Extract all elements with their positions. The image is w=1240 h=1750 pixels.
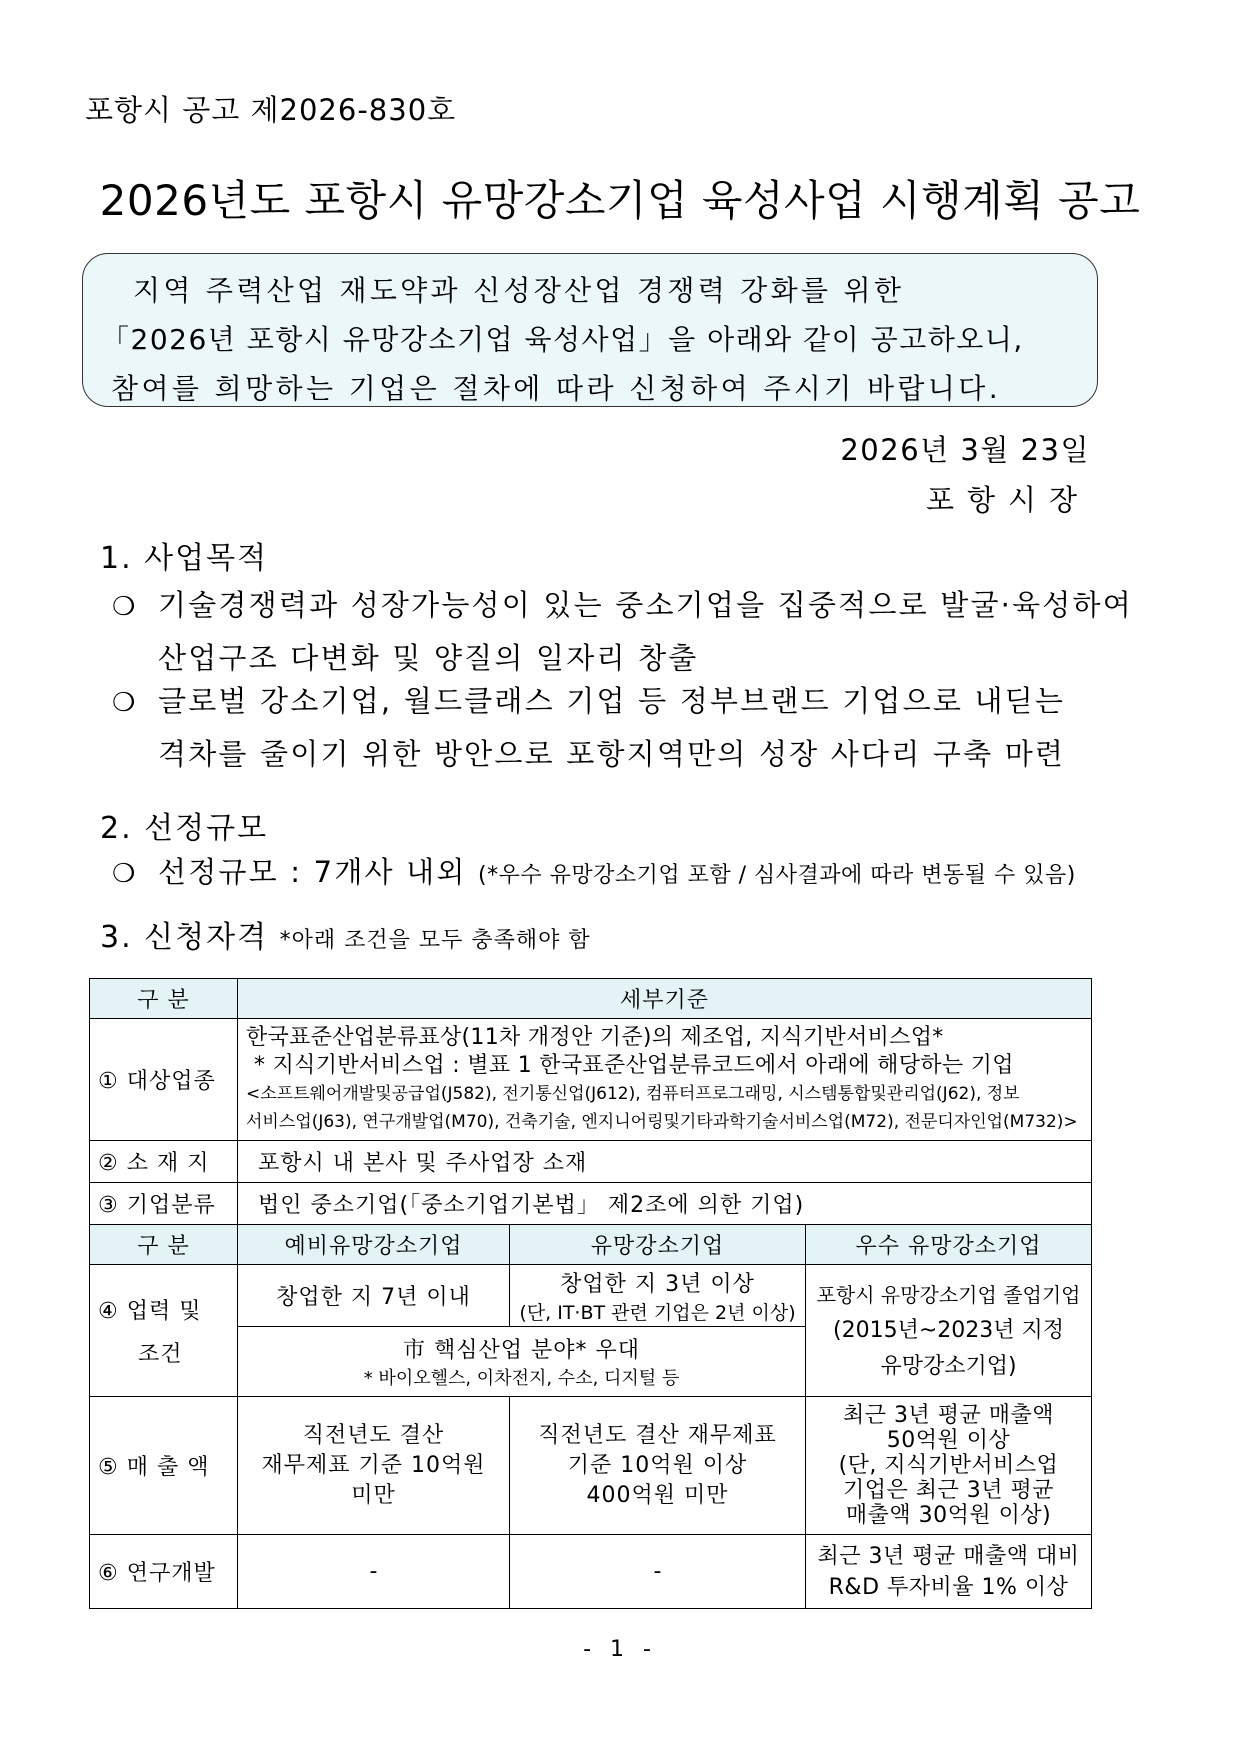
row-label-line: ④ 업력 및 <box>98 1298 202 1324</box>
row6-col3 <box>806 1535 1092 1609</box>
intro-line-1: 지역 주력산업 재도약과 신성장산업 경쟁력 강화를 위한 <box>133 274 905 307</box>
bullet-mark: ❍ <box>112 688 138 718</box>
detail-line: * 지식기반서비스업 : 별표 1 한국표준산업분류코드에서 아래에 해당하는 기업 <box>254 1052 1014 1078</box>
table-row <box>90 1535 1092 1609</box>
header-division: 구 분 <box>90 979 238 1019</box>
subheader-division: 구 분 <box>90 1225 238 1265</box>
subheader-col2: 유망강소기업 <box>510 1225 806 1265</box>
cell-line: 市 핵심산업 분야* 우대 <box>403 1338 640 1363</box>
table-row <box>90 1397 1092 1535</box>
cell-line: 기업은 최근 3년 평균 <box>843 1478 1055 1503</box>
intro-line-2: 「2026년 포항시 유망강소기업 육성사업」을 아래와 같이 공고하오니, <box>101 323 1024 356</box>
section1-heading: 1. 사업목적 <box>100 541 269 576</box>
section2-heading: 2. 선정규모 <box>100 811 269 846</box>
cell-line: 매출액 30억원 이상) <box>845 1503 1052 1528</box>
cell-line: 재무제표 기준 10억원 <box>261 1452 486 1478</box>
row-value: 법인 중소기업(「중소기업기본법」 제2조에 의한 기업) <box>238 1183 1092 1225</box>
row-label-line: 조건 <box>138 1341 183 1367</box>
cell-line: (단, 지식기반서비스업 <box>838 1453 1059 1478</box>
table-header-row <box>90 979 1092 1019</box>
table-row <box>90 1265 1092 1327</box>
cell-line: 최근 3년 평균 매출액 대비 <box>817 1543 1080 1569</box>
row5-col2 <box>510 1397 806 1535</box>
notice-number: 포항시 공고 제2026-830호 <box>85 93 457 127</box>
row4-col1: 창업한 지 7년 이내 <box>238 1265 510 1327</box>
notice-date: 2026년 3월 23일 <box>840 433 1090 467</box>
bullet-text: 격차를 줄이기 위한 방안으로 포항지역만의 성장 사다리 구축 마련 <box>158 737 1066 771</box>
detail-line: <소프트웨어개발및공급업(J582), 전기통신업(J612), 컴퓨터프로그래밍, 시스템통합및관리업(J62), 정보 <box>246 1083 1020 1104</box>
section3-note: *아래 조건을 모두 충족해야 함 <box>279 928 591 953</box>
table-row <box>90 1183 1092 1225</box>
eligibility-table <box>89 978 1092 1609</box>
intro-box <box>82 253 1098 407</box>
row-label: ⑤ 매 출 액 <box>90 1397 238 1535</box>
cell-line: 창업한 지 3년 이상 <box>560 1271 755 1297</box>
cell-line: 직전년도 결산 재무제표 <box>538 1422 777 1448</box>
cell-line: 400억원 미만 <box>586 1482 729 1508</box>
cell-line: * 바이오헬스, 이차전지, 수소, 디지털 등 <box>363 1368 680 1389</box>
cell-line: R&D 투자비율 1% 이상 <box>828 1574 1069 1600</box>
row4-shared <box>238 1327 806 1397</box>
cell-line: 최근 3년 평균 매출액 <box>843 1403 1055 1428</box>
subheader-col1: 예비유망강소기업 <box>238 1225 510 1265</box>
bullet-mark: ❍ <box>112 859 138 889</box>
bullet-text: 글로벌 강소기업, 월드클래스 기업 등 정부브랜드 기업으로 내딛는 <box>158 684 1066 718</box>
cell-line: (단, IT·BT 관련 기업은 2년 이상) <box>519 1301 796 1324</box>
row-label: ① 대상업종 <box>90 1019 238 1141</box>
selection-size: 선정규모 : 7개사 내외 <box>158 855 467 889</box>
cell-line: 직전년도 결산 <box>302 1422 445 1448</box>
bullet-text: 기술경쟁력과 성장가능성이 있는 중소기업을 집중적으로 발굴·육성하여 <box>158 588 1133 622</box>
row-label: ③ 기업분류 <box>90 1183 238 1225</box>
bullet-text: 산업구조 다변화 및 양질의 일자리 창출 <box>158 641 699 675</box>
row4-col3 <box>806 1265 1092 1397</box>
page-number: - 1 - <box>583 1637 657 1662</box>
section3-heading <box>100 912 591 956</box>
row5-col1 <box>238 1397 510 1535</box>
cell-line: 포항시 유망강소기업 졸업기업 <box>816 1282 1081 1307</box>
row-label: ⑥ 연구개발 <box>90 1535 238 1609</box>
row6-col1: - <box>238 1535 510 1609</box>
intro-line-3: 참여를 희망하는 기업은 절차에 따라 신청하여 주시기 바랍니다. <box>111 372 1002 405</box>
table-row <box>90 1141 1092 1183</box>
cell-line: 미만 <box>351 1482 396 1508</box>
cell-line: 유망강소기업) <box>880 1353 1017 1379</box>
row6-col2: - <box>510 1535 806 1609</box>
row-value: 포항시 내 본사 및 주사업장 소재 <box>238 1141 1092 1183</box>
section1-bullet-2 <box>112 676 1065 780</box>
section1-bullet-1 <box>112 580 1133 684</box>
row5-col3 <box>806 1397 1092 1535</box>
cell-line: 50억원 이상 <box>886 1428 1011 1453</box>
cell-line: 기준 10억원 이상 <box>567 1452 748 1478</box>
row-label <box>90 1265 238 1397</box>
bullet-mark: ❍ <box>112 592 138 622</box>
subheader-col3: 우수 유망강소기업 <box>806 1225 1092 1265</box>
row4-col2 <box>510 1265 806 1327</box>
cell-line: (2015년~2023년 지정 <box>833 1317 1065 1343</box>
section3-title: 3. 신청자격 <box>100 920 269 955</box>
row-detail <box>238 1019 1092 1141</box>
detail-line: 서비스업(J63), 연구개발업(M70), 건축기술, 엔지니어링및기타과학기술서비스업(M72), 전문디자인업(M732)> <box>246 1111 1078 1132</box>
row-label: ② 소 재 지 <box>90 1141 238 1183</box>
table-row <box>90 1019 1092 1141</box>
issuer: 포항시장 <box>925 483 1090 517</box>
header-detail: 세부기준 <box>238 979 1092 1019</box>
page-title: 2026년도 포항시 유망강소기업 육성사업 시행계획 공고 <box>99 176 1141 225</box>
selection-note: (*우수 유망강소기업 포함 / 심사결과에 따라 변동될 수 있음) <box>478 863 1076 888</box>
section2-bullet <box>112 847 1076 901</box>
detail-line: 한국표준산업분류표상(11차 개정안 기준)의 제조업, 지식기반서비스업* <box>246 1024 944 1050</box>
table-subheader-row <box>90 1225 1092 1265</box>
